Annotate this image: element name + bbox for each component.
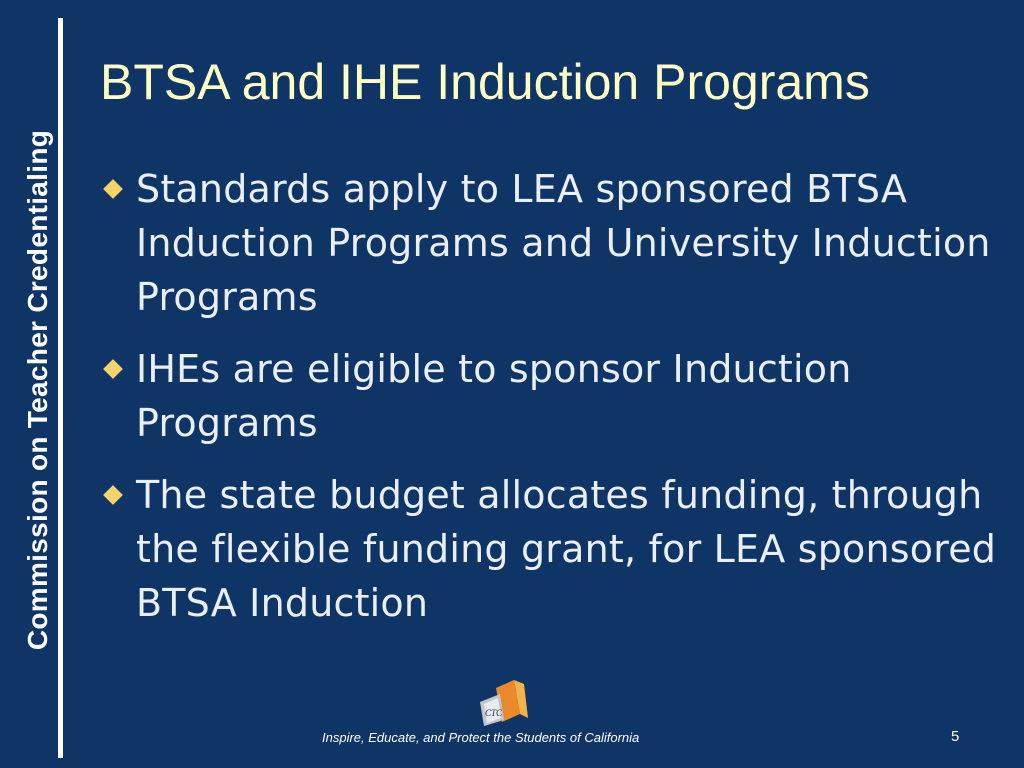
bullet-item (100, 468, 1010, 630)
bullet-item (100, 162, 1010, 324)
sidebar (0, 0, 60, 768)
sidebar-divider (58, 18, 63, 758)
slide-title: BTSA and IHE Induction Programs (100, 54, 870, 110)
footer-tagline: Inspire, Educate, and Protect the Students of California (322, 730, 640, 745)
page-number: 5 (951, 728, 960, 745)
diamond-bullet-icon (103, 359, 123, 379)
diamond-bullet-icon (103, 179, 123, 199)
logo-text: CTC (485, 708, 503, 718)
ctc-logo-icon (474, 674, 532, 728)
diamond-bullet-icon (103, 485, 123, 505)
bullet-text: The state budget allocates funding, through the flexible funding grant, for LEA sponsored BTSA Induction (136, 473, 997, 625)
bullet-text: Standards apply to LEA sponsored BTSA Induction Programs and University Induction Programs (136, 167, 991, 319)
bullet-text: IHEs are eligible to sponsor Induction Programs (136, 347, 852, 445)
bullet-list (100, 162, 1010, 648)
bullet-item (100, 342, 1010, 450)
sidebar-caption: Commission on Teacher Credentialing (22, 129, 53, 651)
